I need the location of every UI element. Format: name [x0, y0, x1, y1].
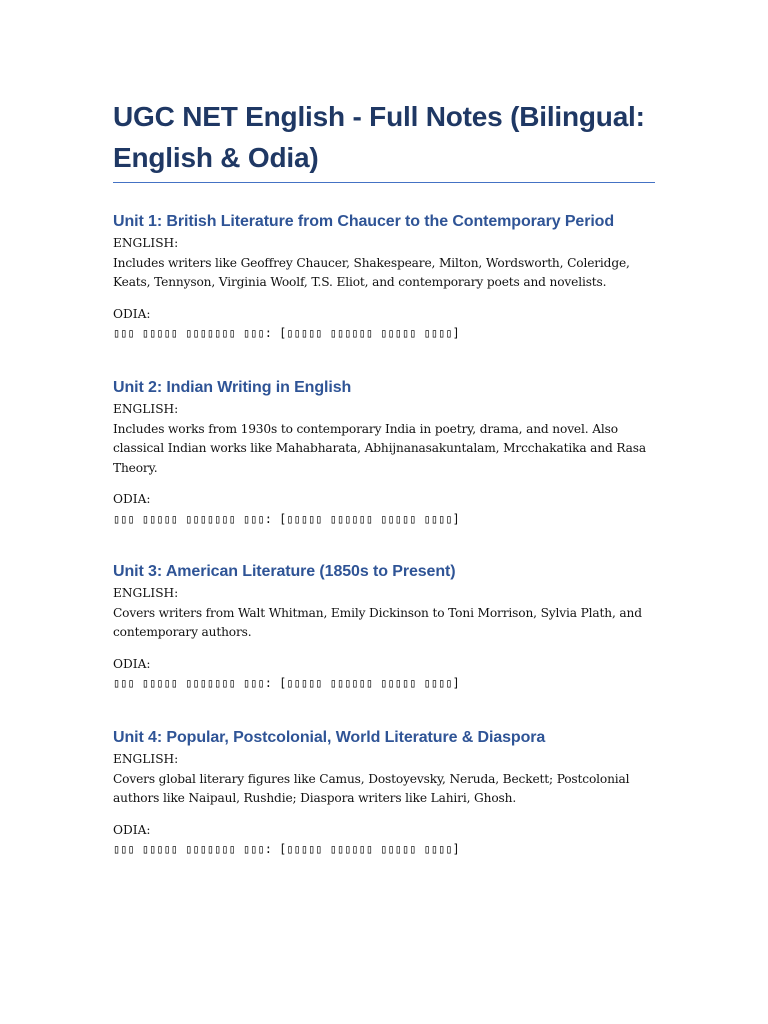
odia-block [113, 305, 655, 344]
english-text: Includes writers like Geoffrey Chaucer, Shakespeare, Milton, Wordsworth, Coleridge, Keats, Tennyson, Virginia Woolf, T.S. Eliot, and contemporary poets and novelists. [113, 255, 630, 289]
odia-text: ▯▯▯ ▯▯▯▯▯ ▯▯▯▯▯▯▯ ▯▯▯: [▯▯▯▯▯ ▯▯▯▯▯▯ ▯▯▯▯▯ ▯▯▯▯] [113, 511, 460, 526]
odia-block [113, 821, 655, 860]
unit-section-1 [113, 212, 655, 343]
unit-heading: Unit 1: British Literature from Chaucer to the Contemporary Period [113, 213, 615, 230]
english-label: ENGLISH: [113, 236, 179, 250]
english-text: Covers writers from Walt Whitman, Emily Dickinson to Toni Morrison, Sylvia Plath, and contemporary authors. [113, 605, 642, 639]
unit-heading: Unit 2: Indian Writing in English [113, 379, 352, 396]
odia-label: ODIA: [113, 656, 151, 671]
odia-block [113, 490, 655, 529]
title-underline [113, 182, 655, 183]
english-label: ENGLISH: [113, 402, 179, 416]
document-page [113, 96, 655, 183]
english-text: Covers global literary figures like Camus, Dostoyevsky, Neruda, Beckett; Postcolonial authors like Naipaul, Rushdie; Diaspora writers like Lahiri, Ghosh. [113, 771, 630, 805]
document-title: UGC NET English - Full Notes (Bilingual: English & Odia) [113, 101, 645, 173]
odia-text: ▯▯▯ ▯▯▯▯▯ ▯▯▯▯▯▯▯ ▯▯▯: [▯▯▯▯▯ ▯▯▯▯▯▯ ▯▯▯▯▯ ▯▯▯▯] [113, 676, 460, 690]
odia-label: ODIA: [113, 306, 151, 321]
unit-section-3 [113, 562, 655, 693]
unit-section-2 [113, 378, 655, 529]
unit-heading: Unit 4: Popular, Postcolonial, World Literature & Diaspora [113, 729, 546, 746]
english-text: Includes works from 1930s to contemporary India in poetry, drama, and novel. Also classical Indian works like Mahabharata, Abhijnanasakuntalam, Mrcchakatika and Rasa Theory. [113, 421, 646, 475]
unit-heading: Unit 3: American Literature (1850s to Present) [113, 563, 456, 580]
unit-section-4 [113, 728, 655, 859]
english-label: ENGLISH: [113, 586, 179, 600]
odia-block [113, 655, 655, 694]
odia-label: ODIA: [113, 492, 151, 506]
english-label: ENGLISH: [113, 752, 179, 766]
odia-label: ODIA: [113, 822, 151, 837]
odia-text: ▯▯▯ ▯▯▯▯▯ ▯▯▯▯▯▯▯ ▯▯▯: [▯▯▯▯▯ ▯▯▯▯▯▯ ▯▯▯▯▯ ▯▯▯▯] [113, 326, 460, 340]
odia-text: ▯▯▯ ▯▯▯▯▯ ▯▯▯▯▯▯▯ ▯▯▯: [▯▯▯▯▯ ▯▯▯▯▯▯ ▯▯▯▯▯ ▯▯▯▯] [113, 842, 460, 856]
